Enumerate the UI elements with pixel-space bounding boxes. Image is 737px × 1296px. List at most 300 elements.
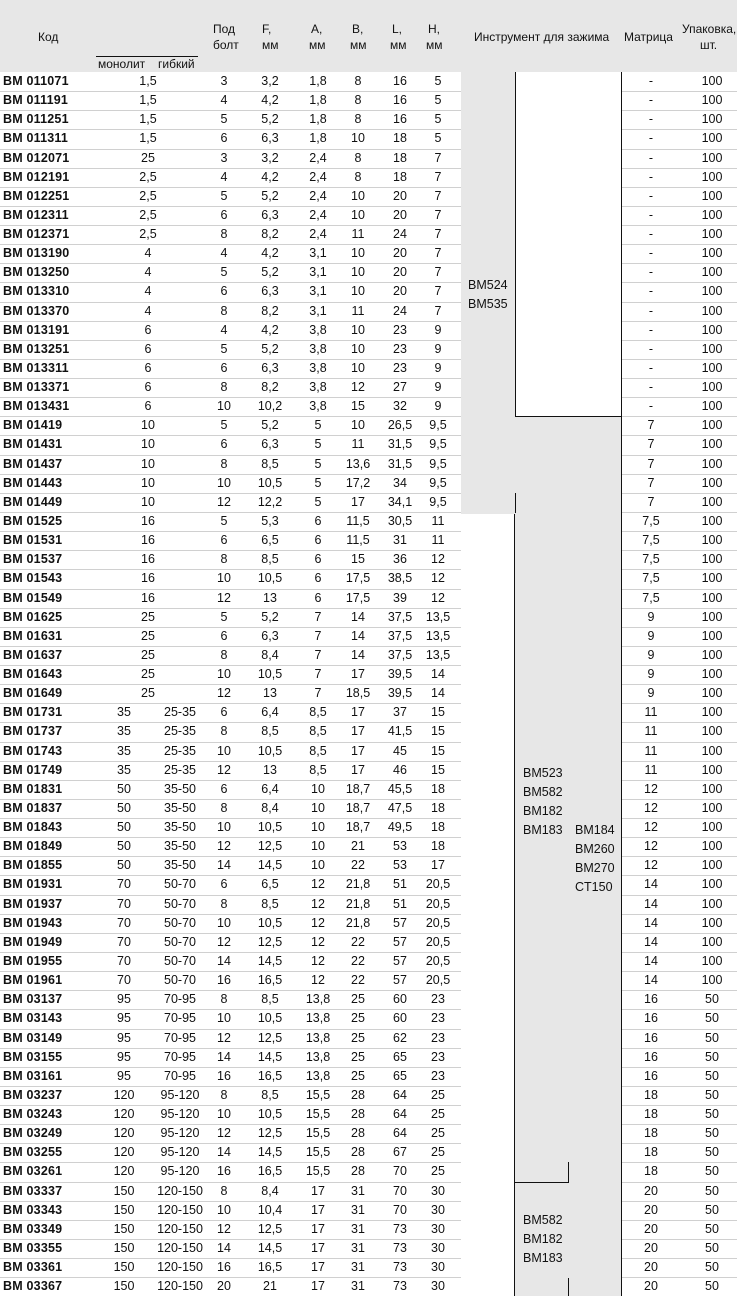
cell-value: 16 (644, 1049, 658, 1064)
row-separator (621, 302, 737, 303)
table-row (0, 1201, 737, 1220)
row-separator (621, 129, 737, 130)
cell-value: - (648, 246, 654, 261)
cell-value: 25 (431, 1145, 445, 1160)
cell-value: 11 (351, 437, 365, 452)
cell-value: 10,4 (257, 1202, 283, 1217)
cell-value: 17 (351, 724, 365, 739)
cell-value: 8,2 (261, 303, 279, 318)
row-separator (0, 1048, 461, 1049)
cell-value: 39 (393, 590, 407, 605)
cell-value: 25 (351, 1049, 365, 1064)
cell-value: 2,4 (309, 227, 327, 242)
cell-value: 7 (434, 284, 442, 299)
cell-value: 50-70 (164, 877, 196, 892)
cell-value: 5 (314, 494, 322, 509)
cell-value: 2,4 (309, 169, 327, 184)
cell-value: 10 (217, 1107, 231, 1122)
cell-value: 20 (393, 188, 407, 203)
cell-value: 17 (311, 1183, 325, 1198)
cell-value: 39,5 (387, 686, 413, 701)
cell-value: 10 (141, 494, 155, 509)
cell-value: 7 (434, 227, 442, 242)
cell-value: 45,5 (387, 781, 413, 796)
cell-value: 6 (220, 628, 228, 643)
cell-value: 95-120 (160, 1126, 200, 1141)
cell-code: BM 03149 (3, 1030, 63, 1045)
cell-value: 30 (431, 1279, 445, 1294)
cell-value: 50-70 (164, 973, 196, 988)
table-row (0, 416, 737, 435)
cell-value: 14,5 (257, 1145, 283, 1160)
cell-value: 7,5 (642, 552, 660, 567)
cell-value: 13,8 (305, 992, 331, 1007)
cell-value: 53 (393, 858, 407, 873)
cell-value: 15 (431, 743, 445, 758)
cell-value: 10 (217, 1202, 231, 1217)
row-separator (621, 684, 737, 685)
cell-value: 100 (701, 227, 723, 242)
cell-value: 3,1 (309, 303, 327, 318)
cell-code: BM 013431 (3, 399, 70, 414)
cell-value: 8,5 (309, 762, 327, 777)
cell-value: 100 (701, 800, 723, 815)
cell-value: 7 (434, 188, 442, 203)
cell-code: BM 01637 (3, 647, 63, 662)
cell-value: 9 (434, 360, 442, 375)
table-row (0, 1182, 737, 1201)
cell-value: 34,1 (387, 494, 413, 509)
cell-value: 5 (434, 131, 442, 146)
cell-value: 35-50 (164, 820, 196, 835)
cell-value: 36 (393, 552, 407, 567)
cell-value: 10 (217, 399, 231, 414)
cell-value: 3,8 (309, 399, 327, 414)
cell-value: 8,2 (261, 380, 279, 395)
cell-value: 17 (311, 1260, 325, 1275)
cell-value: 18 (393, 131, 407, 146)
cell-value: 3 (220, 150, 228, 165)
row-separator (0, 933, 461, 934)
cell-value: 31 (351, 1279, 365, 1294)
cell-value: - (648, 169, 654, 184)
cell-value: 8 (220, 1183, 228, 1198)
cell-value: 10,5 (257, 571, 283, 586)
row-separator (0, 1105, 461, 1106)
row-separator (621, 1124, 737, 1125)
cell-value: 23 (393, 360, 407, 375)
cell-value: 70-95 (164, 1030, 196, 1045)
cell-value: 25 (351, 992, 365, 1007)
cell-value: 100 (701, 934, 723, 949)
cell-value: 20,5 (425, 934, 451, 949)
cell-value: 20 (644, 1260, 658, 1275)
cell-value: 4 (220, 322, 228, 337)
cell-value: 12 (644, 800, 658, 815)
row-separator (0, 818, 461, 819)
cell-value: 12,5 (257, 839, 283, 854)
row-separator (621, 435, 737, 436)
cell-value: 31,5 (387, 456, 413, 471)
cell-code: BM 01625 (3, 609, 63, 624)
cell-value: 64 (393, 1107, 407, 1122)
cell-value: 25 (351, 1011, 365, 1026)
cell-code: BM 01955 (3, 953, 63, 968)
cell-value: 10 (311, 839, 325, 854)
cell-value: 14 (644, 896, 658, 911)
table-row (0, 206, 737, 225)
cell-value: 4,2 (261, 93, 279, 108)
cell-value: 12 (217, 934, 231, 949)
table-row (0, 244, 737, 263)
tool-group-4 (523, 1211, 563, 1268)
cell-value: 13,5 (425, 647, 451, 662)
tool-divider-5 (568, 1278, 569, 1296)
row-separator (0, 608, 461, 609)
cell-value: 16 (141, 513, 155, 528)
cell-value: 6 (314, 513, 322, 528)
cell-value: 60 (393, 1011, 407, 1026)
cell-value: 17 (311, 1240, 325, 1255)
cell-value: 100 (701, 705, 723, 720)
cell-value: 7,5 (642, 533, 660, 548)
cell-value: 6,3 (261, 628, 279, 643)
cell-value: - (648, 188, 654, 203)
cell-value: 9 (434, 341, 442, 356)
table-row (0, 684, 737, 703)
cell-value: 22 (351, 934, 365, 949)
cell-value: 10 (311, 858, 325, 873)
cell-value: 95-120 (160, 1087, 200, 1102)
row-separator (621, 512, 737, 513)
cell-value: 12 (217, 1221, 231, 1236)
cell-value: 18 (431, 839, 445, 854)
cell-value: 18 (644, 1126, 658, 1141)
cell-value: 8 (220, 800, 228, 815)
row-separator (0, 895, 461, 896)
cell-value: 120 (113, 1164, 135, 1179)
cell-value: 5 (220, 418, 228, 433)
cell-value: 17 (431, 858, 445, 873)
cell-value: 17 (351, 667, 365, 682)
cell-value: 95 (117, 1011, 131, 1026)
cell-value: 13,8 (305, 1030, 331, 1045)
row-separator (621, 627, 737, 628)
cell-code: BM 012371 (3, 227, 70, 242)
row-separator (621, 569, 737, 570)
cell-value: 3,8 (309, 360, 327, 375)
cell-value: 20 (393, 207, 407, 222)
cell-value: 20,5 (425, 877, 451, 892)
cell-value: 13,5 (425, 609, 451, 624)
row-separator (621, 244, 737, 245)
cell-value: 100 (701, 571, 723, 586)
cell-value: 16 (393, 93, 407, 108)
row-separator (0, 761, 461, 762)
cell-value: 100 (701, 284, 723, 299)
cell-value: 30 (431, 1202, 445, 1217)
tool-item: BM523 (523, 766, 563, 780)
cell-value: 4 (144, 284, 152, 299)
row-separator (0, 206, 461, 207)
cell-code: BM 03261 (3, 1164, 63, 1179)
cell-value: 50 (117, 800, 131, 815)
cell-value: 25 (431, 1164, 445, 1179)
cell-value: 8 (220, 303, 228, 318)
cell-value: 4,2 (261, 169, 279, 184)
cell-value: 70 (393, 1164, 407, 1179)
cell-value: 37 (393, 705, 407, 720)
row-separator (621, 856, 737, 857)
cell-value: 12 (431, 552, 445, 567)
row-separator (0, 321, 461, 322)
cell-code: BM 01549 (3, 590, 63, 605)
row-separator (621, 818, 737, 819)
cell-value: 7 (314, 609, 322, 624)
cell-value: - (648, 74, 654, 88)
cell-value: 5,3 (261, 513, 279, 528)
row-separator (0, 1277, 461, 1278)
cell-value: 39,5 (387, 667, 413, 682)
row-separator (0, 531, 461, 532)
cell-value: 2,4 (309, 150, 327, 165)
row-separator (621, 914, 737, 915)
cell-value: 23 (393, 322, 407, 337)
cell-value: 5 (220, 265, 228, 280)
cell-code: BM 01531 (3, 533, 63, 548)
cell-value: 30 (431, 1240, 445, 1255)
row-separator (621, 761, 737, 762)
cell-value: 60 (393, 992, 407, 1007)
cell-value: 17 (351, 494, 365, 509)
cell-value: 50 (705, 1107, 719, 1122)
table-row (0, 875, 737, 894)
header-b-2: мм (350, 38, 367, 52)
row-separator (0, 1009, 461, 1010)
cell-value: 18 (644, 1145, 658, 1160)
cell-value: 5 (314, 475, 322, 490)
cell-value: 37,5 (387, 609, 413, 624)
cell-value: 10,5 (257, 1107, 283, 1122)
cell-value: 50 (705, 992, 719, 1007)
cell-value: 30 (431, 1221, 445, 1236)
cell-code: BM 013370 (3, 303, 70, 318)
cell-value: 6 (220, 437, 228, 452)
cell-value: 100 (701, 418, 723, 433)
cell-value: 73 (393, 1240, 407, 1255)
cell-value: 10 (351, 207, 365, 222)
cell-value: 120-150 (157, 1202, 203, 1217)
cell-value: 18,5 (345, 686, 371, 701)
table-row (0, 971, 737, 990)
cell-value: 6 (220, 705, 228, 720)
cell-value: 21,8 (345, 915, 371, 930)
cell-value: 12 (431, 590, 445, 605)
cell-value: - (648, 399, 654, 414)
cell-value: 70-95 (164, 1011, 196, 1026)
cell-value: 14 (217, 953, 231, 968)
cell-value: 6 (220, 131, 228, 146)
cell-value: 10 (217, 743, 231, 758)
cell-value: 70-95 (164, 1049, 196, 1064)
cell-value: 8 (220, 552, 228, 567)
cell-value: 16 (644, 1068, 658, 1083)
cell-value: 50 (705, 1011, 719, 1026)
cell-value: - (648, 150, 654, 165)
cell-value: 100 (701, 246, 723, 261)
table-row (0, 952, 737, 971)
cell-value: 120 (113, 1145, 135, 1160)
cell-value: 100 (701, 207, 723, 222)
cell-value: 100 (701, 341, 723, 356)
cell-value: 64 (393, 1126, 407, 1141)
cell-value: 50 (705, 1068, 719, 1083)
cell-value: 20 (644, 1202, 658, 1217)
cell-value: 25 (431, 1087, 445, 1102)
cell-value: 16 (217, 1164, 231, 1179)
cell-value: 100 (701, 915, 723, 930)
row-separator (621, 1258, 737, 1259)
cell-value: 10 (351, 284, 365, 299)
cell-value: 57 (393, 953, 407, 968)
row-separator (0, 1124, 461, 1125)
cell-value: 47,5 (387, 800, 413, 815)
cell-value: 8,5 (309, 743, 327, 758)
cell-value: 9,5 (429, 456, 447, 471)
cell-value: 7,5 (642, 590, 660, 605)
cell-value: 6,3 (261, 207, 279, 222)
cell-value: 5 (434, 93, 442, 108)
cell-value: 50-70 (164, 915, 196, 930)
cell-value: 51 (393, 896, 407, 911)
row-separator (621, 1048, 737, 1049)
cell-value: 95 (117, 1068, 131, 1083)
table-row (0, 435, 737, 454)
cell-value: 50 (117, 839, 131, 854)
cell-value: 5 (314, 456, 322, 471)
cell-value: 8,5 (309, 705, 327, 720)
table-row (0, 340, 737, 359)
cell-value: 28 (351, 1126, 365, 1141)
cell-code: BM 013311 (3, 360, 69, 375)
header-monolith: монолит (98, 57, 146, 71)
cell-value: 10 (141, 456, 155, 471)
cell-value: 100 (701, 112, 723, 127)
cell-value: 16,5 (257, 973, 283, 988)
cell-value: 6,3 (261, 131, 279, 146)
cell-value: - (648, 284, 654, 299)
cell-value: 35 (117, 705, 131, 720)
header-flexible: гибкий (158, 57, 195, 71)
cell-value: 12 (311, 934, 325, 949)
tool-divider-1 (621, 72, 622, 1296)
header-a-1: A, (311, 22, 323, 36)
row-separator (621, 589, 737, 590)
row-separator (0, 589, 461, 590)
cell-value: 10 (351, 341, 365, 356)
cell-value: 7 (314, 686, 322, 701)
cell-value: 7,5 (642, 571, 660, 586)
cell-code: BM 012071 (3, 150, 70, 165)
cell-code: BM 03355 (3, 1240, 63, 1255)
row-separator (621, 282, 737, 283)
cell-value: 11 (644, 762, 658, 777)
cell-value: 100 (701, 322, 723, 337)
cell-value: 120-150 (157, 1260, 203, 1275)
cell-value: 13 (263, 686, 277, 701)
cell-value: 1,5 (139, 93, 157, 108)
tool-item: BM183 (523, 823, 563, 837)
cell-value: 120 (113, 1107, 135, 1122)
cell-value: 35 (117, 743, 131, 758)
row-separator (0, 1182, 461, 1183)
cell-value: 67 (393, 1145, 407, 1160)
table-row (0, 722, 737, 741)
cell-value: 14 (217, 1240, 231, 1255)
cell-value: 12,5 (257, 1030, 283, 1045)
cell-value: 30 (431, 1183, 445, 1198)
cell-value: 23 (431, 992, 445, 1007)
cell-value: 7 (647, 494, 655, 509)
cell-value: 4 (220, 93, 228, 108)
cell-code: BM 01931 (3, 877, 63, 892)
cell-value: 7 (314, 667, 322, 682)
tool-item: BM183 (523, 1251, 563, 1265)
cell-value: 12 (644, 820, 658, 835)
cell-value: 51 (393, 877, 407, 892)
cell-value: 100 (701, 724, 723, 739)
cell-code: BM 013250 (3, 265, 70, 280)
row-separator (621, 1220, 737, 1221)
cell-value: 38,5 (387, 571, 413, 586)
cell-value: - (648, 131, 654, 146)
cell-value: 2,5 (139, 169, 157, 184)
cell-value: 15 (351, 399, 365, 414)
row-separator (0, 1067, 461, 1068)
cell-value: 10 (217, 820, 231, 835)
cell-value: 100 (701, 743, 723, 758)
cell-value: 21 (351, 839, 365, 854)
cell-value: 12,5 (257, 934, 283, 949)
row-separator (621, 1143, 737, 1144)
cell-code: BM 01537 (3, 552, 63, 567)
cell-value: 15 (431, 724, 445, 739)
cell-value: 6,3 (261, 360, 279, 375)
cell-value: 3 (220, 74, 228, 88)
cell-value: 12,5 (257, 1221, 283, 1236)
cell-value: 150 (113, 1221, 135, 1236)
cell-code: BM 03243 (3, 1107, 63, 1122)
cell-value: 62 (393, 1030, 407, 1045)
row-separator (0, 837, 461, 838)
tool-box-white-1 (515, 72, 622, 417)
row-separator (0, 435, 461, 436)
row-separator (0, 416, 461, 417)
cell-value: 100 (701, 303, 723, 318)
table-row (0, 933, 737, 952)
cell-value: 4,2 (261, 246, 279, 261)
cell-value: 1,8 (309, 131, 327, 146)
cell-value: 11 (644, 724, 658, 739)
table-row (0, 1105, 737, 1124)
row-separator (0, 474, 461, 475)
row-separator (0, 646, 461, 647)
row-separator (0, 397, 461, 398)
cell-value: 20 (644, 1240, 658, 1255)
row-separator (0, 493, 461, 494)
tool-item: BM270 (575, 861, 615, 875)
cell-value: - (648, 265, 654, 280)
